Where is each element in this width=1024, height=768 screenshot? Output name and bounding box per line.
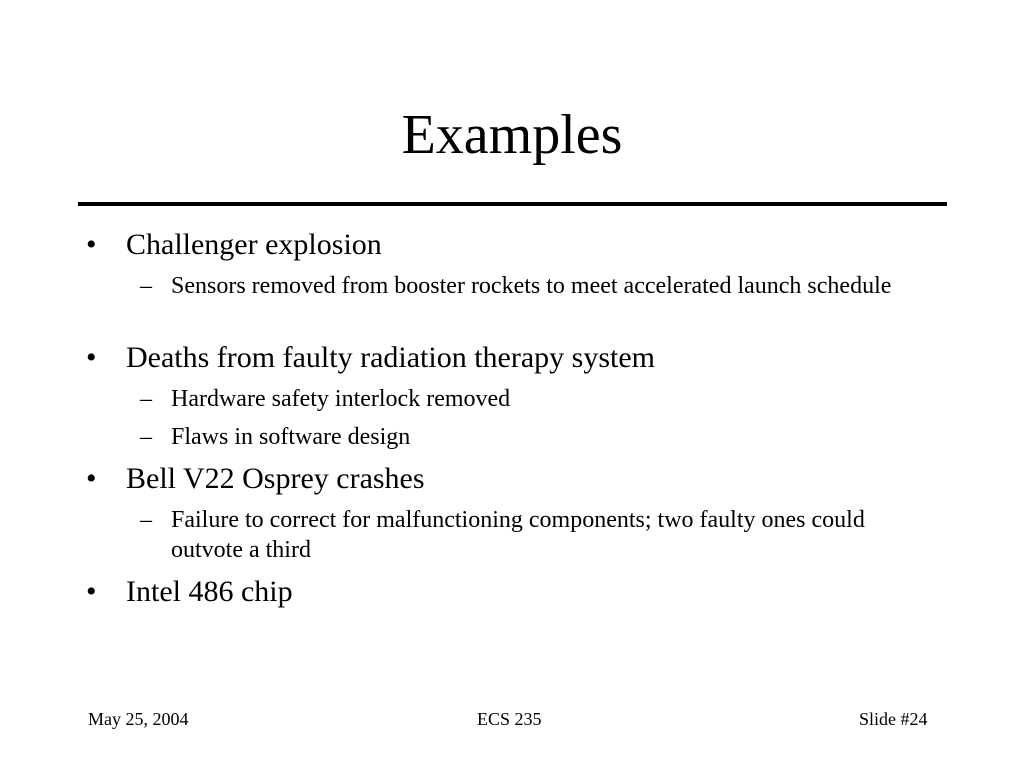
sub-bullet-marker: – bbox=[140, 386, 152, 412]
title-divider bbox=[78, 202, 947, 206]
sub-bullet-marker: – bbox=[140, 424, 152, 450]
bullet-text: Intel 486 chip bbox=[126, 575, 293, 608]
bullet-marker: • bbox=[86, 462, 97, 495]
sub-bullet-text: Flaws in software design bbox=[171, 424, 411, 450]
bullet-marker: • bbox=[86, 575, 97, 608]
sub-bullet-text: Failure to correct for malfunctioning components; two faulty ones could outvote a third bbox=[171, 507, 865, 563]
footer-slide-number: Slide #24 bbox=[859, 709, 928, 729]
bullet-text: Challenger explosion bbox=[126, 228, 382, 261]
footer-date: May 25, 2004 bbox=[88, 709, 189, 729]
sub-bullet-marker: – bbox=[140, 507, 152, 533]
bullet-text: Deaths from faulty radiation therapy system bbox=[126, 341, 656, 374]
sub-bullet-item bbox=[140, 271, 930, 301]
bullet-text: Bell V22 Osprey crashes bbox=[126, 462, 425, 495]
sub-bullet-marker: – bbox=[140, 273, 152, 299]
bullet-marker: • bbox=[86, 341, 97, 374]
sub-bullet-item bbox=[140, 384, 930, 414]
bullet-marker: • bbox=[86, 228, 97, 261]
sub-bullet-item bbox=[140, 422, 930, 452]
sub-bullet-item bbox=[140, 505, 930, 565]
sub-bullet-text: Hardware safety interlock removed bbox=[171, 386, 511, 412]
sub-bullet-text: Sensors removed from booster rockets to meet accelerated launch schedule bbox=[171, 273, 892, 299]
footer-course: ECS 235 bbox=[477, 709, 542, 729]
slide-title: Examples bbox=[401, 104, 623, 166]
